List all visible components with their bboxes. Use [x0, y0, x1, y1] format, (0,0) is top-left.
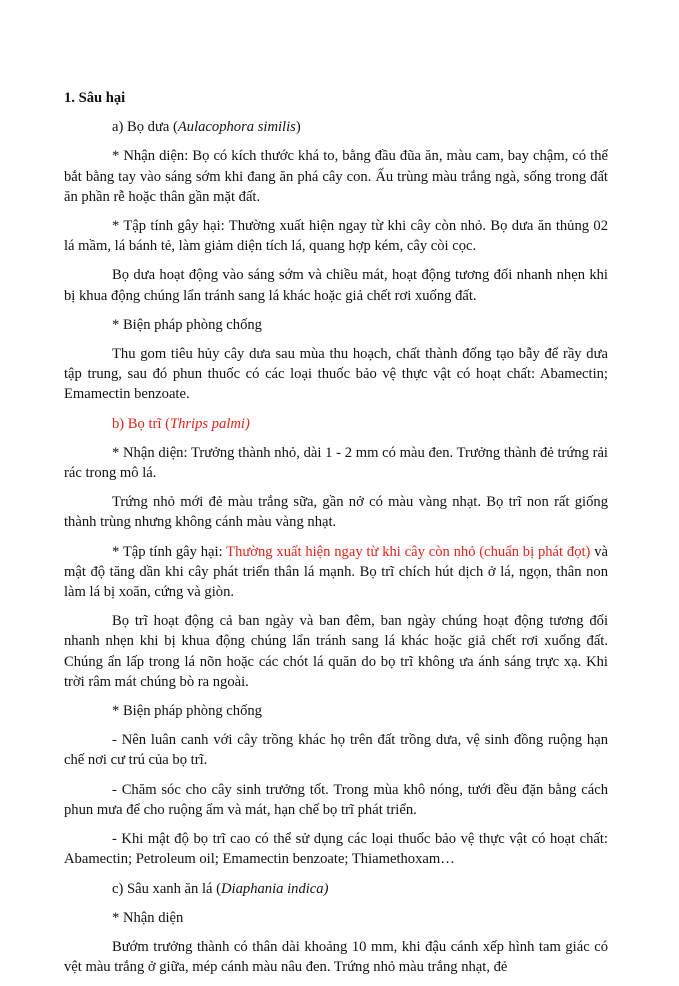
paragraph: * Nhận diện: Trưởng thành nhỏ, dài 1 - 2 mm có màu đen. Trưởng thành đẻ trứng rải rác trong mô lá.: [64, 444, 608, 482]
document-page: [64, 88, 608, 986]
paragraph: - Chăm sóc cho cây sinh trưởng tốt. Trong mùa khô nóng, tưới đều đặn bằng cách phun mưa để cho ruộng ẩm và mát, hạn chế bọ trĩ phát triển.: [64, 781, 608, 818]
paragraph-prefix: * Tập tính gây hại:: [112, 543, 227, 560]
paragraph: * Biện pháp phòng chống: [112, 316, 262, 333]
subsection-a-scientific-name: Aulacophora similis: [177, 119, 296, 136]
paragraph: Thu gom tiêu hủy cây dưa sau mùa thu hoạch, chất thành đống tạo bẫy để rầy dưa tập trung, sau đó phun thuốc có các loại thuốc bảo vệ thực vật có hoạt chất: Abamectin; Emamectin benzoate.: [64, 346, 608, 403]
paragraph: * Tập tính gây hại: Thường xuất hiện ngay từ khi cây còn nhỏ. Bọ dưa ăn thủng 02 lá mầm, lá bánh tẻ, làm giảm diện tích lá, quang hợp kém, cây còi cọc.: [64, 218, 608, 255]
paragraph: * Nhận diện: [112, 909, 184, 926]
paragraph: * Nhận diện: Bọ có kích thước khá to, bằng đầu đũa ăn, màu cam, bay chậm, có thể bắt bằng tay vào sáng sớm khi đang ăn phá cây con. Ấu trùng màu trắng ngà, sống trong đất ăn phần rễ hoặc thân gần mặt đất.: [64, 148, 608, 205]
section-heading: 1. Sâu hại: [64, 90, 126, 106]
subsection-b-title: [64, 414, 608, 434]
subsection-c-scientific-name: Diaphania indica): [221, 880, 329, 897]
subsection-a-label: a) Bọ dưa (: [112, 119, 178, 136]
paragraph: Bướm trưởng thành có thân dài khoảng 10 mm, khi đậu cánh xếp hình tam giác có vệt màu trắng ở giữa, mép cánh màu nâu đen. Trứng nhỏ màu trắng nhạt, đẻ: [64, 938, 608, 976]
subsection-a-title: [64, 117, 608, 137]
paragraph: [64, 542, 608, 603]
paragraph: - Nên luân canh với cây trồng khác họ trên đất trồng dưa, vệ sinh đồng ruộng hạn chế nơi cư trú của bọ trĩ.: [64, 732, 608, 769]
paragraph: - Khi mật độ bọ trĩ cao có thể sử dụng các loại thuốc bảo vệ thực vật có hoạt chất: Abamectin; Petroleum oil; Emamectin benzoate; Thiamethoxam…: [64, 831, 608, 868]
subsection-c-label: c) Sâu xanh ăn lá (: [112, 880, 222, 897]
subsection-b-scientific-name: Thrips palmi): [169, 415, 250, 432]
subsection-a-close: ): [295, 119, 301, 136]
subsection-b-label: b) Bọ trĩ (: [112, 415, 170, 432]
paragraph: * Biện pháp phòng chống: [112, 703, 262, 720]
paragraph-rest: và mật độ tăng dần khi cây phát triển thân lá mạnh. Bọ trĩ chích hút dịch ở lá, ngọn, thân non làm lá bị xoăn, cứng và giòn.: [64, 543, 608, 601]
paragraph: Bọ trĩ hoạt động cả ban ngày và ban đêm, ban ngày chúng hoạt động tương đối nhanh nhẹn khi bị khua động chúng lẩn tránh sang lá khác hoặc giả chết rơi xuống đất. Chúng ẩn lấp trong lá nõn hoặc các chót lá quăn do bọ trĩ không ưa ánh sáng trực xạ. Khi trời râm mát chúng bò ra ngoài.: [64, 613, 608, 690]
highlighted-text: Thường xuất hiện ngay từ khi cây còn nhỏ (chuẩn bị phát đọt): [226, 543, 591, 560]
paragraph: Bọ dưa hoạt động vào sáng sớm và chiều mát, hoạt động tương đối nhanh nhẹn khi bị khua động chúng lẩn tránh sang lá khác hoặc giả chết rơi xuống đất.: [64, 267, 608, 304]
paragraph: Trứng nhỏ mới đẻ màu trắng sữa, gần nở có màu vàng nhạt. Bọ trĩ non rất giống thành trùng nhưng không cánh màu vàng nhạt.: [64, 494, 608, 531]
subsection-c-title: [64, 879, 608, 899]
